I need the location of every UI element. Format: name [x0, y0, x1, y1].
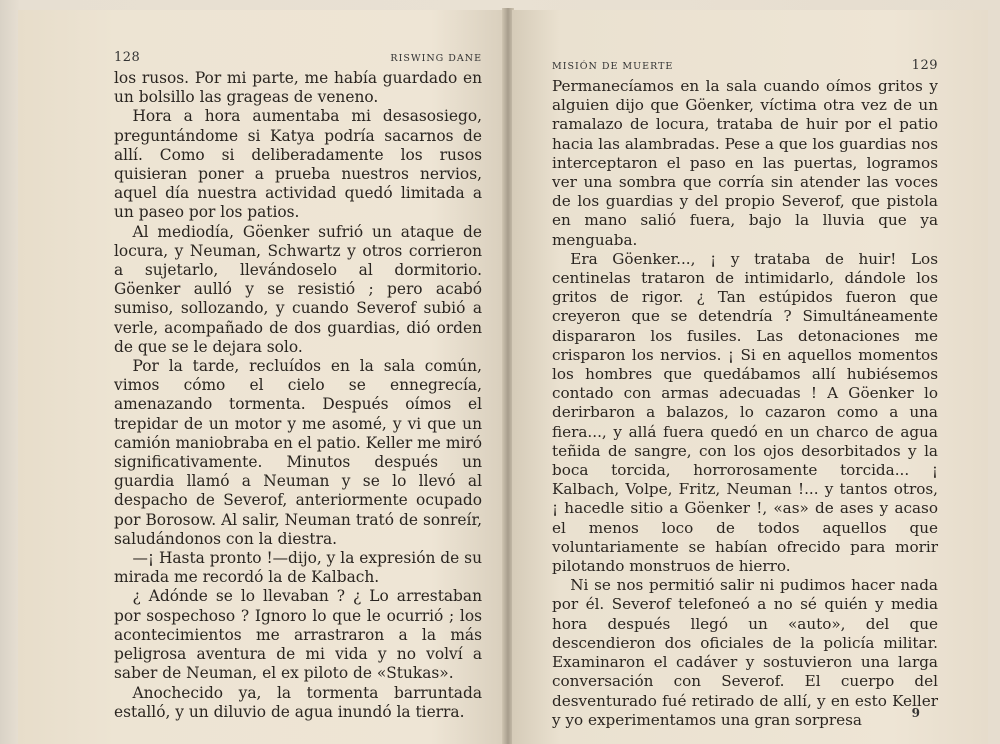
right-page-header — [552, 58, 938, 73]
paragraph: Anochecido ya, la tormenta barruntada estalló, y un diluvio de agua inundó la tierra. — [114, 683, 482, 721]
right-running-head: MISIÓN DE MUERTE — [552, 61, 674, 72]
left-page — [18, 10, 504, 744]
paragraph: Ni se nos permitió salir ni pudimos hacer nada por él. Severof telefoneó a no sé quién y media hora después llegó un «auto», del que descendieron dos oficiales de la policía militar. Examinaron el cadáver y sostuvieron una larga conversación con Severof. El cuerpo del desventurado fué retirado de allí, y en esto Keller y yo experimentamos una gran sorpresa — [552, 576, 938, 729]
paragraph: ¿ Adónde se lo llevaban ? ¿ Lo arrestaban por sospechoso ? Ignoro lo que le ocurrió ; los acontecimientos me arrastraron a la más peligrosa aventura de mi vida y no volví a saber de Neuman, el ex piloto de «Stukas». — [114, 587, 482, 683]
left-page-text — [114, 69, 482, 722]
right-page-number: 129 — [911, 58, 938, 73]
left-page-number: 128 — [114, 50, 141, 65]
paragraph: los rusos. Por mi parte, me había guardado en un bolsillo las grageas de veneno. — [114, 69, 482, 107]
paragraph: —¡ Hasta pronto !—dijo, y la expresión de su mirada me recordó la de Kalbach. — [114, 549, 482, 587]
left-page-header — [114, 50, 482, 65]
right-page — [512, 10, 988, 744]
right-page-text — [552, 77, 938, 730]
paragraph: Era Göenker..., ¡ y trataba de huir! Los centinelas trataron de intimidarlo, dándole los gritos de rigor. ¿ Tan estúpidos fueron que creyeron que se detendría ? Simultáneamente dispararon los fusiles. Las detonaciones me crisparon los nervios. ¡ Si en aquellos momentos los hombres que quedábamos allí hubiésemos contado con armas adecuadas ! A Göenker lo derirbaron a balazos, lo cazaron como a una fiera..., y allá fuera quedó en un charco de agua teñida de sangre, con los ojos desorbitados y la boca torcida, horrorosamente torcida... ¡ Kalbach, Volpe, Fritz, Neuman !... y tantos otros, ¡ hacedle sitio a Göenker !, «as» de ases y acaso el menos loco de todos aquellos que voluntariamente se habían ofrecido para morir pilotando monstruos de hierro. — [552, 249, 938, 576]
paragraph: Hora a hora aumentaba mi desasosiego, preguntándome si Katya podría sacarnos de allí. Como si deliberadamente los rusos quisieran poner a prueba nuestros nervios, aquel día nuestra actividad quedó limitada a un paseo por los patios. — [114, 107, 482, 222]
signature-mark: 9 — [911, 706, 920, 720]
left-running-head: RISWING DANE — [390, 53, 482, 64]
paragraph: Permanecíamos en la sala cuando oímos gritos y alguien dijo que Göenker, víctima otra vez de un ramalazo de locura, trataba de huir por el patio hacia las alambradas. Pese a que los guardias nos interceptaron el paso en las puertas, logramos ver una sombra que corría sin atender las voces de los guardias y del propio Severof, que pistola en mano salió fuera, bajo la lluvia que ya menguaba. — [552, 77, 938, 249]
paragraph: Por la tarde, recluídos en la sala común, vimos cómo el cielo se ennegrecía, amenazando tormenta. Después oímos el trepidar de un motor y me asomé, y vi que un camión maniobraba en el patio. Keller me miró significativamente. Minutos después un guardia llamó a Neuman y se lo llevó al despacho de Severof, anteriormente ocupado por Borosow. Al salir, Neuman trató de sonreír, saludándonos con la diestra. — [114, 357, 482, 548]
paragraph: Al mediodía, Göenker sufrió un ataque de locura, y Neuman, Schwartz y otros corrieron a sujetarlo, llevándoselo al dormitorio. Göenker aulló y se resistió ; pero acabó sumiso, sollozando, y cuando Severof subió a verle, acompañado de dos guardias, dió orden de que se le dejara solo. — [114, 222, 482, 356]
